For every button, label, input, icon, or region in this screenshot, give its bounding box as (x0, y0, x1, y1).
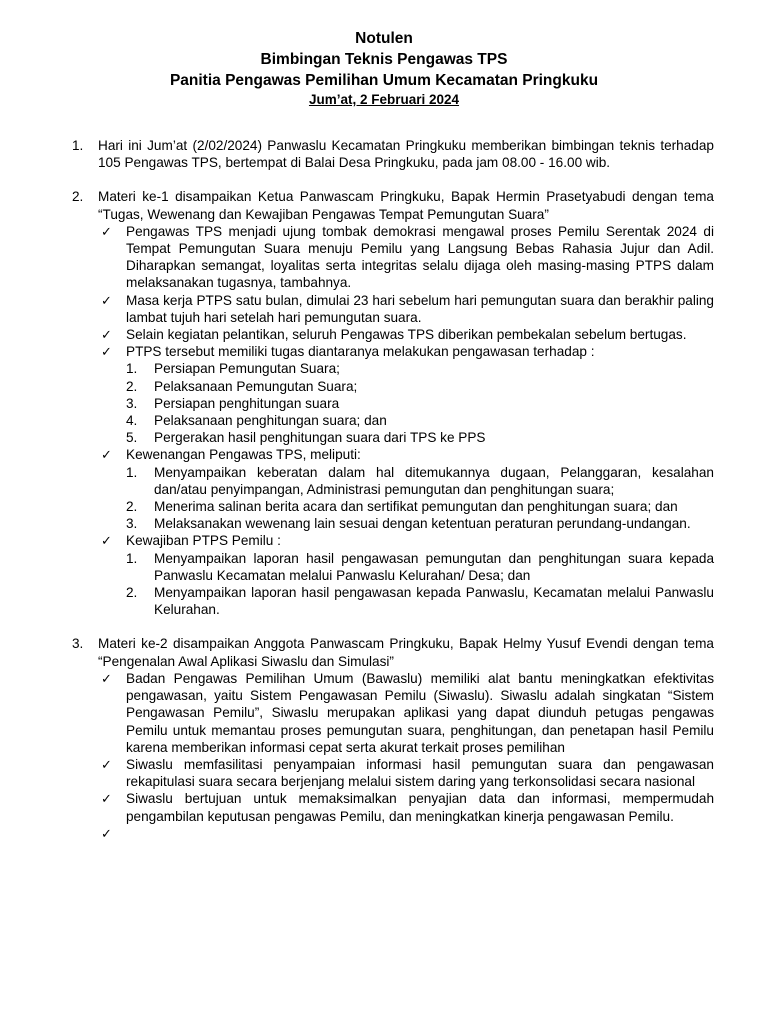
item-text: Pelaksanaan Pemungutan Suara; (154, 378, 358, 394)
item-text: Menyampaikan keberatan dalam hal ditemukannya dugaan, Pelanggaran, kesalahan dan/atau penyimpangan, Administrasi pemungutan dan penghitungan suara; (154, 464, 714, 497)
numbered-list (126, 550, 714, 619)
checklist-item-text: Masa kerja PTPS satu bulan, dimulai 23 hari sebelum hari pemungutan suara dan berakhir paling lambat tujuh hari setelah hari pemungutan suara. (126, 292, 714, 325)
checklist-item-text: Selain kegiatan pelantikan, seluruh Pengawas TPS diberikan pembekalan sebelum bertugas. (126, 327, 687, 343)
check-icon: ✓ (101, 327, 112, 343)
check-icon: ✓ (101, 756, 112, 772)
document-body (0, 137, 768, 842)
check-icon: ✓ (101, 292, 112, 308)
check-icon: ✓ (101, 825, 112, 841)
document-title: Notulen (355, 30, 413, 47)
checklist-item (98, 756, 714, 790)
section-3 (0, 635, 768, 841)
section-number: 1. (72, 138, 84, 153)
checklist-item-text: Siwaslu bertujuan untuk memaksimalkan penyajian data dan informasi, mempermudah pengambilan keputusan pengawas Pemilu, dan meningkatkan kinerja pengawasan Pemilu. (126, 791, 714, 824)
checklist-item (98, 326, 714, 343)
checklist-item (98, 446, 714, 532)
checklist-item-text: Badan Pengawas Pemilihan Umum (Bawaslu) memiliki alat bantu meningkatkan efektivitas pengawasan, yaitu Sistem Pengawasan Pemilu (Siwaslu). Siwaslu adalah singkatan “Sistem Pengawasan Pemilu”, Siwaslu merupakan aplikasi yang dapat diunduh petugas pengawas Pemilu untuk memantau proses pemungutan suara, penghitungan, dan penetapan hasil Pemilu karena memberikan informasi cepat serta akurat terkait proses pemilihan (126, 670, 714, 755)
checklist (98, 670, 714, 842)
item-number: 3. (126, 516, 138, 532)
item-text: Menyampaikan laporan hasil pengawasan kepada Panwaslu, Kecamatan melalui Panwaslu Kelurahan. (154, 585, 714, 618)
check-icon: ✓ (101, 223, 112, 239)
numbered-item (126, 550, 714, 584)
item-number: 3. (126, 395, 138, 411)
numbered-list (126, 464, 714, 533)
item-number: 1. (126, 464, 138, 480)
checklist-item (98, 532, 714, 618)
checklist-item-text: PTPS tersebut memiliki tugas diantaranya melakukan pengawasan terhadap : (126, 344, 595, 360)
numbered-item (126, 584, 714, 618)
item-number: 5. (126, 430, 138, 446)
numbered-item (126, 429, 714, 446)
item-number: 4. (126, 413, 138, 429)
checklist-item-text: Pengawas TPS menjadi ujung tombak demokrasi mengawal proses Pemilu Serentak 2024 di Tempat Pemungutan Suara menuju Pemilu yang Langsung Bebas Rahasia Jujur dan Adil. Diharapkan semangat, loyalitas serta integritas selalu dijaga oleh masing-masing PTPS dalam melaksanakan tugasnya, tambahnya. (126, 223, 714, 291)
checklist-item (98, 223, 714, 292)
document-subtitle: Bimbingan Teknis Pengawas TPS (260, 51, 508, 68)
check-icon: ✓ (101, 533, 112, 549)
check-icon: ✓ (101, 670, 112, 686)
item-text: Persiapan penghitungan suara (154, 395, 340, 411)
item-number: 1. (126, 361, 138, 377)
numbered-item (126, 395, 714, 412)
checklist-item (98, 825, 714, 842)
numbered-item (126, 515, 714, 532)
item-number: 2. (126, 585, 138, 601)
document-date: Jum’at, 2 Februari 2024 (308, 92, 460, 107)
section-text: Materi ke-1 disampaikan Ketua Panwascam Pringkuku, Bapak Hermin Prasetyabudi dengan tema “Tugas, Wewenang dan Kewajiban Pengawas Tempat Pemungutan Suara” (98, 189, 714, 222)
numbered-list (126, 360, 714, 446)
check-icon: ✓ (101, 791, 112, 807)
item-number: 2. (126, 499, 138, 515)
checklist-item (98, 670, 714, 756)
item-text: Pergerakan hasil penghitungan suara dari TPS ke PPS (154, 430, 486, 446)
numbered-item (126, 412, 714, 429)
section-number: 3. (72, 636, 84, 652)
item-text: Melaksanakan wewenang lain sesuai dengan ketentuan peraturan perundang-undangan. (154, 516, 691, 532)
item-number: 2. (126, 378, 138, 394)
checklist-item-text: Kewenangan Pengawas TPS, meliputi: (126, 447, 361, 463)
check-icon: ✓ (101, 344, 112, 360)
numbered-item (126, 360, 714, 377)
section-text: Hari ini Jum’at (2/02/2024) Panwaslu Kecamatan Pringkuku memberikan bimbingan teknis terhadap 105 Pengawas TPS, bertempat di Balai Desa Pringkuku, pada jam 08.00 - 16.00 wib. (98, 138, 714, 171)
check-icon: ✓ (101, 447, 112, 463)
checklist-item-text: Siwaslu memfasilitasi penyampaian informasi hasil pemungutan suara dan pengawasan rekapitulasi suara secara berjenjang melalui sistem daring yang terkonsolidasi secara nasional (126, 756, 714, 790)
section-2 (0, 188, 768, 618)
item-text: Pelaksanaan penghitungan suara; dan (154, 413, 387, 429)
item-text: Persiapan Pemungutan Suara; (154, 361, 340, 377)
item-text: Menerima salinan berita acara dan sertifikat pemungutan dan penghitungan suara; dan (154, 499, 678, 515)
checklist-item (98, 790, 714, 824)
section-1 (0, 137, 768, 171)
numbered-item (126, 498, 714, 515)
checklist-item (98, 343, 714, 446)
checklist-item-text (126, 825, 714, 842)
item-text: Menyampaikan laporan hasil pengawasan pemungutan dan penghitungan suara kepada Panwaslu Kecamatan melalui Panwaslu Kelurahan/ Desa; dan (154, 550, 714, 583)
checklist-item-text: Kewajiban PTPS Pemilu : (126, 533, 281, 549)
numbered-item (126, 464, 714, 498)
document-header (0, 28, 768, 109)
numbered-item (126, 378, 714, 395)
section-text: Materi ke-2 disampaikan Anggota Panwascam Pringkuku, Bapak Helmy Yusuf Evendi dengan tema “Pengenalan Awal Aplikasi Siwaslu dan Simulasi” (98, 636, 714, 669)
checklist (98, 223, 714, 619)
checklist-item (98, 292, 714, 326)
section-number: 2. (72, 189, 84, 205)
item-number: 1. (126, 550, 138, 566)
organization-name: Panitia Pengawas Pemilihan Umum Kecamatan Pringkuku (169, 72, 599, 89)
